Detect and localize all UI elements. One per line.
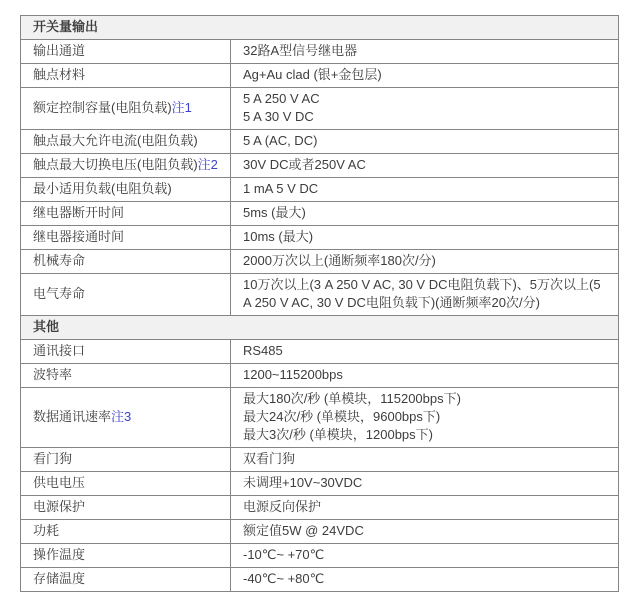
spec-label-cell [21,340,231,364]
spec-value: -40℃~ +80℃ [243,571,325,586]
spec-value-cell [231,250,619,274]
spec-row [21,274,619,316]
note-link[interactable]: 注3 [111,409,132,424]
spec-value-cell [231,544,619,568]
spec-label: 输出通道 [33,43,86,58]
spec-row [21,202,619,226]
spec-row [21,520,619,544]
spec-value-cell [231,202,619,226]
spec-label: 触点最大允许电流(电阻负载) [33,133,198,148]
spec-label-cell [21,226,231,250]
spec-label-cell [21,88,231,130]
spec-label-cell [21,250,231,274]
spec-row [21,364,619,388]
spec-value: 5 A 250 V AC [243,91,320,106]
spec-label-cell [21,472,231,496]
spec-row [21,226,619,250]
spec-value: 10万次以上(3 A 250 V AC, 30 V DC电阻负载下)、5万次以上(5 A 250 V AC, 30 V DC电阻负载下)(通断频率20次/分) [243,277,601,310]
spec-row [21,64,619,88]
spec-label: 功耗 [33,523,60,538]
spec-label: 额定控制容量(电阻负载) [33,100,172,115]
spec-label-cell [21,40,231,64]
spec-value: 未调理+10V~30VDC [243,475,363,490]
spec-label-cell [21,448,231,472]
spec-row [21,154,619,178]
spec-label: 触点材料 [33,67,86,82]
spec-label-cell [21,64,231,88]
spec-label: 触点最大切换电压(电阻负载) [33,157,198,172]
spec-label-cell [21,178,231,202]
spec-label: 电源保护 [33,499,86,514]
spec-row [21,250,619,274]
spec-label-cell [21,568,231,592]
spec-row [21,40,619,64]
section-header: 其他 [21,316,619,340]
spec-value: 最大24次/秒 (单模块，9600bps下) [243,409,441,424]
spec-value: 2000万次以上(通断频率180次/分) [243,253,436,268]
spec-label-cell [21,364,231,388]
note-link[interactable]: 注1 [171,100,192,115]
spec-value: 30V DC或者250V AC [243,157,366,172]
spec-label-cell [21,388,231,448]
spec-value: 双看门狗 [243,451,296,466]
spec-value: 10ms (最大) [243,229,314,244]
spec-value-cell [231,64,619,88]
spec-label: 继电器断开时间 [33,205,125,220]
spec-row [21,130,619,154]
spec-label: 供电电压 [33,475,86,490]
spec-value-cell [231,88,619,130]
spec-value-cell [231,448,619,472]
spec-value: 5 A (AC, DC) [243,133,318,148]
spec-value-cell [231,154,619,178]
spec-row [21,88,619,130]
spec-label: 机械寿命 [33,253,86,268]
spec-value-cell [231,226,619,250]
spec-value: 最大3次/秒 (单模块，1200bps下) [243,427,433,442]
spec-value-cell [231,496,619,520]
section-header-row [21,316,619,340]
spec-label: 存储温度 [33,571,86,586]
spec-value: Ag+Au clad (银+金包层) [243,67,382,82]
spec-label: 继电器接通时间 [33,229,125,244]
spec-value-cell [231,364,619,388]
spec-label: 看门狗 [33,451,73,466]
spec-value-cell [231,520,619,544]
spec-value: 5ms (最大) [243,205,306,220]
spec-label-cell [21,544,231,568]
spec-label-cell [21,496,231,520]
spec-label: 电气寿命 [33,286,86,301]
spec-label: 通讯接口 [33,343,86,358]
spec-row [21,178,619,202]
spec-value: 1200~115200bps [243,367,343,382]
spec-value: 最大180次/秒 (单模块，115200bps下) [243,391,461,406]
spec-label-cell [21,274,231,316]
spec-label-cell [21,130,231,154]
spec-value: 1 mA 5 V DC [243,181,319,196]
spec-value: 电源反向保护 [243,499,322,514]
spec-row [21,472,619,496]
spec-value: 5 A 30 V DC [243,109,314,124]
spec-row [21,448,619,472]
spec-label-cell [21,520,231,544]
spec-row [21,496,619,520]
spec-label: 波特率 [33,367,73,382]
spec-label: 操作温度 [33,547,86,562]
spec-row [21,568,619,592]
spec-row [21,340,619,364]
spec-value: -10℃~ +70℃ [243,547,325,562]
spec-label-cell [21,202,231,226]
spec-value-cell [231,274,619,316]
spec-row [21,388,619,448]
section-header: 开关量输出 [21,16,619,40]
spec-row [21,544,619,568]
spec-label: 最小适用负载(电阻负载) [33,181,172,196]
section-header-row [21,16,619,40]
spec-table [20,15,619,592]
spec-label: 数据通讯速率 [33,409,112,424]
spec-value-cell [231,388,619,448]
spec-value-cell [231,178,619,202]
spec-value: 额定值5W @ 24VDC [243,523,364,538]
spec-value-cell [231,568,619,592]
spec-value-cell [231,40,619,64]
spec-table-body [21,16,619,592]
spec-value: RS485 [243,343,283,358]
spec-value-cell [231,472,619,496]
spec-label-cell [21,154,231,178]
note-link[interactable]: 注2 [197,157,218,172]
spec-value-cell [231,130,619,154]
spec-value: 32路A型信号继电器 [243,43,358,58]
spec-value-cell [231,340,619,364]
